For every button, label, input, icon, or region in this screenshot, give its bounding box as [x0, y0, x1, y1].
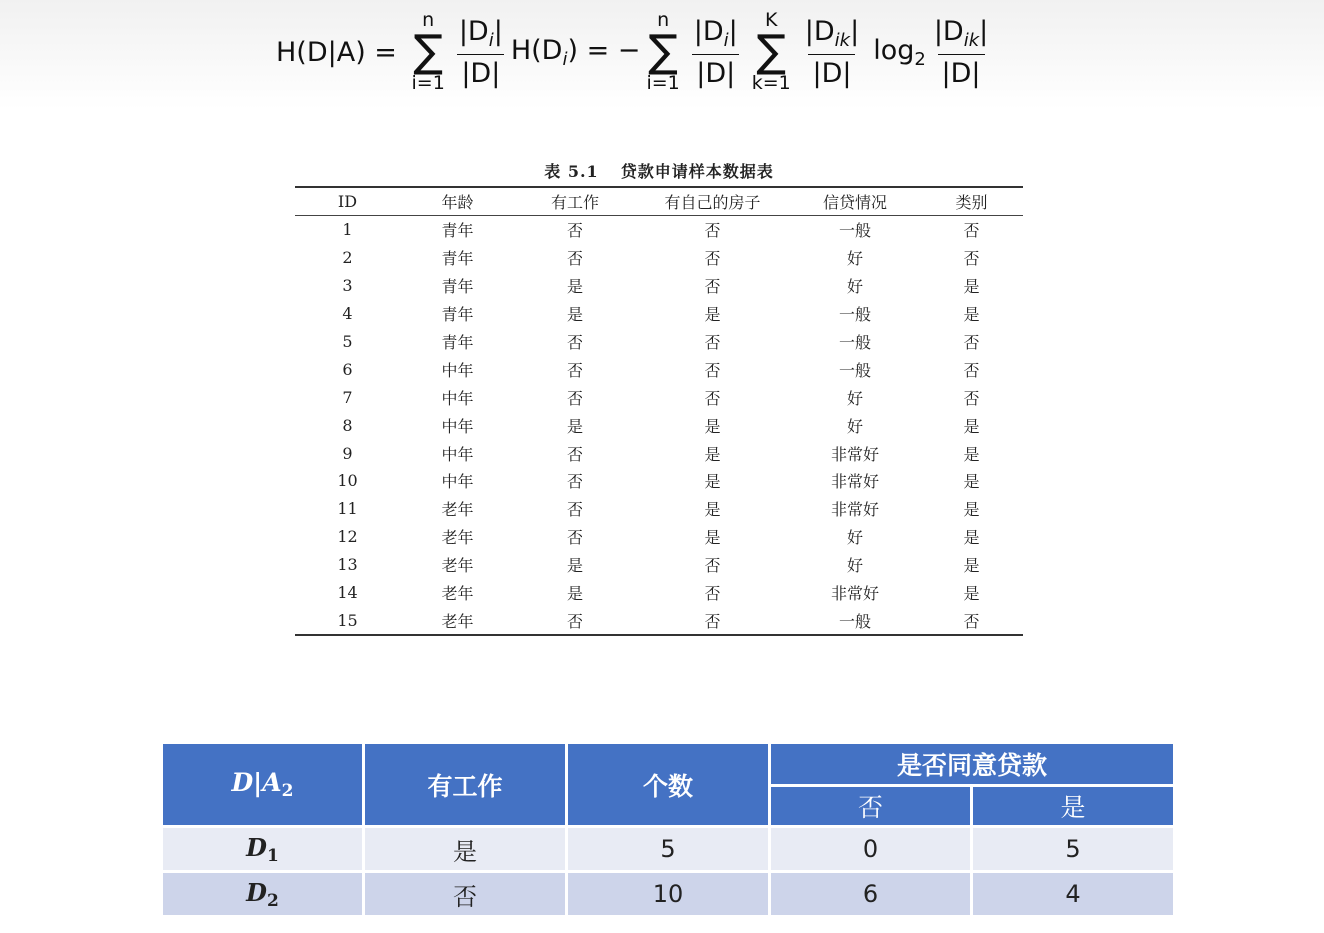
row-label-d1-sub: 1: [266, 845, 279, 866]
header-d-a2-sub: 2: [281, 781, 294, 801]
frac-numerator: |D: [458, 15, 489, 47]
table-cell: 1: [342, 220, 353, 240]
table-row: [295, 411, 1023, 439]
table-cell: 是: [963, 472, 980, 492]
table-cell: 是: [704, 305, 721, 325]
abs-bar-4: |: [979, 15, 989, 47]
table-cell: 10: [337, 471, 358, 491]
table-cell: 是: [963, 556, 980, 576]
table-cell: 否: [566, 388, 583, 408]
table-cell: 否: [704, 388, 721, 408]
cell-count: 5: [567, 827, 770, 872]
table-cell: 青年: [441, 221, 474, 241]
table-cell: 6: [342, 359, 353, 379]
frac4-numerator-sub: ik: [963, 29, 980, 51]
table-cell: 好: [846, 556, 863, 576]
table-row: [295, 355, 1023, 383]
table-cell: 是: [566, 305, 583, 325]
row-label-d1: [162, 827, 364, 872]
table-cell: 中年: [441, 444, 474, 464]
cell-job: 是: [364, 827, 567, 872]
table-cell: 老年: [441, 611, 474, 631]
table-cell: 一般: [838, 305, 871, 325]
table-cell: 否: [566, 360, 583, 380]
table-header-row: [295, 187, 1023, 216]
table-cell: 3: [342, 276, 353, 296]
table-cell: 否: [963, 611, 980, 631]
header-loan-agreed: 是否同意贷款: [770, 743, 1175, 786]
table-row: [295, 523, 1023, 551]
table-cell: 否: [566, 472, 583, 492]
fraction-di-over-d-2: [690, 16, 742, 89]
table-cell: 否: [566, 333, 583, 352]
fraction-dik-over-d-2: [930, 16, 992, 89]
table-cell: 是: [963, 277, 980, 297]
frac4-numerator: |D: [933, 15, 964, 47]
table-cell: 否: [704, 611, 721, 631]
column-header: 有工作: [550, 193, 599, 212]
frac-numerator-sub-2: i: [723, 29, 729, 51]
frac-denominator: |D|: [457, 54, 504, 89]
table-cell: 否: [704, 221, 721, 241]
table-cell: 4: [342, 304, 353, 324]
table-cell: 7: [342, 387, 353, 407]
table-cell: 11: [337, 499, 358, 519]
table-cell: 否: [704, 249, 721, 269]
header-d-a2-text: D|A: [231, 768, 282, 797]
table-cell: 否: [566, 500, 583, 520]
table-row: [295, 439, 1023, 467]
table-row: [295, 272, 1023, 300]
table-cell: 否: [704, 556, 721, 576]
table-cell: 否: [963, 249, 980, 269]
table-cell: 否: [963, 360, 980, 380]
table-cell: 好: [846, 388, 863, 408]
table-cell: 否: [566, 249, 583, 269]
table-cell: 是: [704, 528, 721, 548]
loan-sample-table: [295, 158, 1023, 636]
table-cell: 老年: [441, 500, 474, 520]
table-cell: 一般: [838, 333, 871, 352]
table-cell: 否: [566, 611, 583, 631]
table-row: [295, 244, 1023, 272]
table-cell: 非常好: [830, 444, 879, 464]
table-cell: 中年: [441, 416, 474, 436]
table-cell: 否: [566, 444, 583, 464]
table-cell: 好: [846, 249, 863, 269]
caption-number: 表 5.1: [544, 162, 599, 181]
cell-count: 10: [567, 872, 770, 917]
header-no: 否: [770, 786, 972, 827]
table-cell: 8: [342, 415, 353, 435]
conditional-entropy-formula: [276, 2, 1066, 102]
table-row: [295, 579, 1023, 607]
table-cell: 青年: [441, 305, 474, 325]
table-row: [295, 300, 1023, 328]
table-cell: 12: [337, 527, 358, 547]
column-header: 信贷情况: [822, 193, 887, 212]
table-cell: 好: [846, 416, 863, 436]
row-label-d2-sub: 2: [266, 890, 279, 911]
table-cell: 是: [963, 584, 980, 604]
header-count: 个数: [567, 743, 770, 827]
header-has-job: 有工作: [364, 743, 567, 827]
table-cell: 青年: [441, 277, 474, 297]
table-row: [295, 328, 1023, 356]
row-label-d2-text: D: [246, 877, 267, 907]
table-cell: 青年: [441, 249, 474, 269]
cell-no: 0: [770, 827, 972, 872]
table-cell: 15: [337, 610, 358, 630]
job-loan-stats-table: [160, 741, 1176, 918]
column-header: 年龄: [441, 193, 474, 212]
column-header: 类别: [955, 193, 988, 212]
table-cell: 中年: [441, 360, 474, 380]
abs-bar: |: [493, 15, 503, 47]
table-cell: 否: [704, 360, 721, 380]
cell-job: 否: [364, 872, 567, 917]
table-cell: 否: [704, 584, 721, 604]
cell-yes: 5: [972, 827, 1175, 872]
table-cell: 14: [337, 583, 358, 603]
summation-i: n ∑ i=1: [411, 9, 445, 94]
sum-lower-limit: i=1: [411, 72, 445, 94]
table-cell: 否: [566, 221, 583, 241]
caption-title: 贷款申请样本数据表: [620, 162, 774, 181]
frac4-denominator: |D|: [938, 54, 985, 89]
sum-lower-limit-2: i=1: [646, 72, 680, 94]
table-cell: 否: [566, 528, 583, 548]
sum-upper-limit: n: [422, 9, 435, 31]
table-cell: 是: [566, 277, 583, 297]
table-cell: 是: [704, 472, 721, 492]
table-cell: 是: [566, 556, 583, 576]
formula-lhs: H(D|A) =: [276, 36, 406, 68]
table-cell: 是: [963, 528, 980, 548]
cell-yes: 4: [972, 872, 1175, 917]
column-header: 有自己的房子: [664, 193, 761, 212]
abs-bar-3: |: [850, 15, 860, 47]
table-row: [295, 216, 1023, 244]
table-cell: 是: [963, 305, 980, 325]
table-cell: 是: [566, 584, 583, 604]
table-cell: 2: [342, 248, 353, 268]
entropy-di: H(D: [510, 34, 563, 66]
table-cell: 中年: [441, 472, 474, 492]
sum-upper-limit-k: K: [765, 9, 778, 31]
table-row: [295, 495, 1023, 523]
table-cell: 是: [704, 444, 721, 464]
table-cell: 5: [342, 332, 353, 351]
table-cell: 好: [846, 277, 863, 297]
frac-numerator-sub: i: [488, 29, 494, 51]
fraction-di-over-d: [455, 16, 507, 89]
entropy-di-sub: i: [562, 48, 568, 70]
table-cell: 否: [963, 221, 980, 241]
table-cell: 非常好: [830, 584, 879, 604]
frac-numerator-2: |D: [693, 15, 724, 47]
table-cell: 老年: [441, 584, 474, 604]
frac-denominator-2: |D|: [692, 54, 739, 89]
sum-upper-limit-2: n: [657, 9, 670, 31]
table-cell: 是: [566, 416, 583, 436]
table-cell: 是: [963, 444, 980, 464]
frac3-denominator: |D|: [808, 54, 855, 89]
table-row: [295, 551, 1023, 579]
fraction-dik-over-d: [801, 16, 863, 89]
frac3-numerator-sub: ik: [834, 29, 851, 51]
header-yes: 是: [972, 786, 1175, 827]
table-row: [162, 872, 1175, 917]
table-row: [295, 606, 1023, 635]
table-cell: 是: [963, 500, 980, 520]
log-base: 2: [914, 48, 926, 70]
table-cell: 好: [846, 528, 863, 548]
table-row: [295, 467, 1023, 495]
table-cell: 是: [704, 500, 721, 520]
table-cell: 否: [963, 388, 980, 408]
summation-i-2: n ∑ i=1: [646, 9, 680, 94]
table-cell: 非常好: [830, 500, 879, 520]
sample-data-table: [295, 186, 1023, 636]
table-cell: 一般: [838, 360, 871, 380]
table-row: [295, 383, 1023, 411]
table-cell: 是: [704, 416, 721, 436]
table-cell: 9: [342, 443, 353, 463]
row-label-d1-text: D: [246, 832, 267, 862]
table-cell: 一般: [838, 611, 871, 631]
abs-bar-2: |: [728, 15, 738, 47]
table-row: [162, 827, 1175, 872]
table-cell: 非常好: [830, 472, 879, 492]
header-d-a2: [162, 743, 364, 827]
sum-lower-limit-k: k=1: [751, 72, 791, 94]
summation-k: K ∑ k=1: [751, 9, 791, 94]
cell-no: 6: [770, 872, 972, 917]
table-cell: 否: [704, 277, 721, 297]
table-cell: 否: [704, 333, 721, 352]
column-header: ID: [337, 192, 358, 211]
log-text: log: [873, 34, 915, 66]
frac3-numerator: |D: [804, 15, 835, 47]
table-cell: 老年: [441, 528, 474, 548]
table-cell: 老年: [441, 556, 474, 576]
table-cell: 13: [337, 555, 358, 575]
row-label-d2: [162, 872, 364, 917]
table-cell: 一般: [838, 221, 871, 241]
table-cell: 青年: [441, 333, 474, 352]
table-cell: 是: [963, 416, 980, 436]
entropy-di-close: ) = −: [567, 34, 641, 66]
table-caption: [295, 158, 1023, 186]
table-cell: 否: [963, 333, 980, 352]
table-cell: 中年: [441, 388, 474, 408]
